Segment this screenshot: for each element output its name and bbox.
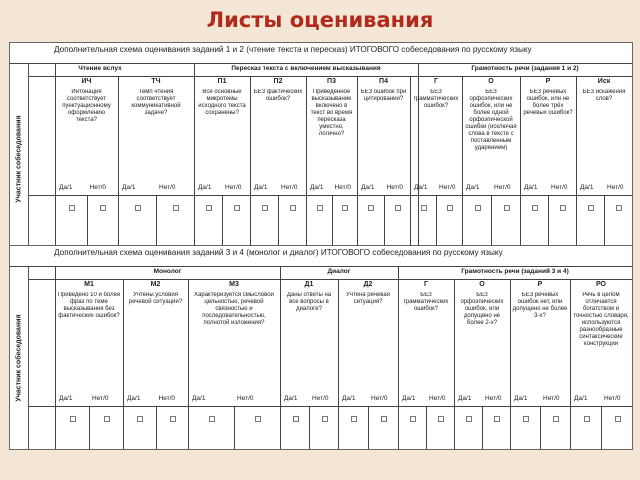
criterion-text: БЕЗ орфоэпических ошибок, или допущено не более 2-х?	[460, 292, 504, 326]
no-label: Нет/0	[543, 395, 560, 402]
criterion-text: Даны ответы на все вопросы в диалоге?	[286, 292, 332, 312]
grid-line	[55, 63, 56, 254]
answer-yes-checkbox[interactable]	[410, 416, 416, 422]
grid-line	[398, 266, 399, 449]
answer-yes-checkbox[interactable]	[135, 205, 141, 211]
grid-line	[188, 279, 189, 449]
answer-no-checkbox[interactable]	[615, 416, 621, 422]
no-label: Нет/0	[485, 395, 502, 402]
criterion-code: М1	[84, 281, 94, 288]
no-label: Нет/0	[551, 184, 568, 191]
answer-no-checkbox[interactable]	[104, 416, 110, 422]
no-label: Нет/0	[607, 184, 624, 191]
yes-label: Да/1	[127, 395, 141, 402]
criterion-code: П3	[327, 78, 336, 85]
answer-yes-checkbox[interactable]	[69, 205, 75, 211]
criterion-code: Р	[537, 281, 543, 288]
no-label: Нет/0	[237, 395, 254, 402]
no-label: Нет/0	[386, 184, 403, 191]
grid-line	[55, 266, 56, 449]
grid-line	[28, 279, 632, 280]
assessment-sheet-1	[9, 42, 633, 255]
criterion-code: Д1	[304, 281, 314, 288]
no-label: Нет/0	[281, 184, 298, 191]
participant-label: Участник собеседования	[15, 313, 23, 402]
yes-label: Да/1	[458, 395, 472, 402]
grid-line	[462, 76, 463, 254]
answer-no-checkbox[interactable]	[504, 205, 510, 211]
grid-line	[28, 406, 632, 407]
answer-no-checkbox[interactable]	[255, 416, 261, 422]
participant-column	[10, 266, 29, 449]
answer-no-checkbox[interactable]	[395, 205, 401, 211]
criterion-text: БЕЗ речевых ошибок нет, или допущено не более 3-х?	[512, 292, 568, 319]
criterion-code: М3	[229, 281, 239, 288]
grid-line	[357, 76, 358, 254]
answer-no-checkbox[interactable]	[100, 205, 106, 211]
criterion-text: Темп чтения соответствует коммуникативной задаче?	[131, 89, 181, 116]
criterion-text: БЕЗ грамматических ошибок?	[403, 292, 449, 312]
grid-line	[454, 279, 455, 449]
criterion-text: Приведено 10 и более фраз по теме высказывания без фактических ошибок?	[57, 292, 121, 319]
grid-line	[234, 406, 235, 449]
criterion-text: Интонация соответствует пунктуационному оформлению текста?	[62, 89, 111, 123]
yes-label: Да/1	[574, 395, 588, 402]
no-label: Нет/0	[158, 395, 175, 402]
grid-line	[576, 76, 577, 254]
grid-line	[156, 406, 157, 449]
criterion-text: БЕЗ грамматических ошибок?	[413, 89, 459, 109]
criterion-code: РО	[595, 281, 607, 288]
grid-line	[118, 76, 119, 254]
criterion-text: Все основные микротемы исходного текста сохранены?	[198, 89, 246, 116]
criterion-code: Г	[434, 78, 438, 85]
no-label: Нет/0	[312, 395, 329, 402]
answer-yes-checkbox[interactable]	[70, 416, 76, 422]
criterion-text: БЕЗ речевых ошибок, или не более трёх речевых ошибок?	[523, 89, 573, 116]
yes-label: Да/1	[284, 395, 298, 402]
answer-no-checkbox[interactable]	[553, 416, 559, 422]
criterion-code: Д2	[363, 281, 373, 288]
answer-no-checkbox[interactable]	[560, 205, 566, 211]
grid-line	[194, 63, 195, 254]
criterion-text: БЕЗ искажения слов?	[582, 89, 626, 102]
no-label: Нет/0	[604, 395, 621, 402]
grid-line	[482, 406, 483, 449]
yes-label: Да/1	[254, 184, 268, 191]
answer-yes-checkbox[interactable]	[421, 205, 427, 211]
yes-label: Да/1	[580, 184, 594, 191]
answer-no-checkbox[interactable]	[290, 205, 296, 211]
grid-line	[250, 76, 251, 254]
grid-line	[280, 266, 281, 449]
answer-no-checkbox[interactable]	[616, 205, 622, 211]
answer-no-checkbox[interactable]	[342, 205, 348, 211]
yes-label: Да/1	[514, 395, 528, 402]
answer-no-checkbox[interactable]	[170, 416, 176, 422]
sheet-caption: Дополнительная схема оценивания заданий 3 и 4 (монолог и диалог) ИТОГОВОГО собеседования по русскому языку	[54, 248, 503, 257]
group-header: Пересказ текста с включением высказывания	[231, 65, 381, 72]
answer-yes-checkbox[interactable]	[523, 416, 529, 422]
grid-line	[510, 279, 511, 449]
answer-yes-checkbox[interactable]	[368, 205, 374, 211]
sheet-caption: Дополнительная схема оценивания заданий 1 и 2 (чтение текста и пересказ) ИТОГОВОГО собеседования по русскому языку	[54, 45, 532, 54]
yes-label: Да/1	[198, 184, 212, 191]
criterion-code: М2	[150, 281, 161, 288]
criterion-text: БЕЗ фактических ошибок?	[253, 89, 303, 102]
criterion-text: БЕЗ орфоэпических ошибок, или не более одной орфоэпической ошибки (исключая слова в тексте с поставленным ударением)	[465, 89, 517, 151]
no-label: Нет/0	[159, 184, 176, 191]
answer-yes-checkbox[interactable]	[262, 205, 268, 211]
criterion-text: Учтена речевая ситуация?	[346, 292, 390, 305]
group-header: Грамотность речи (задания 1 и 2)	[471, 65, 579, 72]
assessment-sheet-2	[9, 245, 633, 450]
no-label: Нет/0	[494, 184, 511, 191]
answer-yes-checkbox[interactable]	[466, 416, 472, 422]
answer-no-checkbox[interactable]	[234, 205, 240, 211]
yes-label: Да/1	[524, 184, 538, 191]
yes-label: Да/1	[192, 395, 206, 402]
answer-yes-checkbox[interactable]	[137, 416, 143, 422]
answer-yes-checkbox[interactable]	[532, 205, 538, 211]
yes-label: Да/1	[466, 184, 480, 191]
answer-no-checkbox[interactable]	[438, 416, 444, 422]
criterion-code: Р	[545, 78, 551, 85]
criterion-code: ИЧ	[81, 78, 92, 85]
criterion-code: О	[488, 78, 494, 85]
participant-label: Участник собеседования	[15, 114, 23, 203]
answer-yes-checkbox[interactable]	[317, 205, 323, 211]
answer-no-checkbox[interactable]	[381, 416, 387, 422]
grid-line	[338, 279, 339, 449]
answer-no-checkbox[interactable]	[494, 416, 500, 422]
group-header: Монолог	[153, 268, 182, 275]
criterion-code: О	[479, 281, 485, 288]
grid-line	[10, 266, 632, 267]
grid-line	[570, 279, 571, 449]
grid-line	[123, 279, 124, 449]
criterion-text: Речь в целом отличается богатством и точностью словаря, используются разнообразные синтаксические конструкции	[573, 292, 629, 347]
criterion-code: П4	[379, 78, 388, 85]
criterion-text: Приведённое высказывание включено в текст во время пересказа уместно, логично?	[310, 89, 353, 137]
criterion-code: ТЧ	[151, 78, 161, 85]
grid-line	[10, 63, 632, 64]
grid-line	[309, 406, 310, 449]
yes-label: Да/1	[310, 184, 324, 191]
answer-yes-checkbox[interactable]	[584, 416, 590, 422]
answer-yes-checkbox[interactable]	[588, 205, 594, 211]
no-label: Нет/0	[89, 184, 106, 191]
grid-line	[306, 76, 307, 254]
no-label: Нет/0	[439, 184, 456, 191]
answer-yes-checkbox[interactable]	[475, 205, 481, 211]
group-header: Чтение вслух	[78, 65, 122, 72]
group-header: Диалог	[327, 268, 351, 275]
criterion-code: П2	[273, 78, 283, 85]
grid-line	[410, 76, 411, 254]
grid-line	[520, 76, 521, 254]
criterion-text: Характеризуется смысловой цельностью, речевой связностью и последовательностью, полнотой изложения?	[194, 292, 274, 326]
yes-label: Да/1	[122, 184, 136, 191]
grid-line	[426, 406, 427, 449]
criterion-code: П1	[217, 78, 227, 85]
answer-yes-checkbox[interactable]	[351, 416, 357, 422]
grid-line	[89, 406, 90, 449]
yes-label: Да/1	[361, 184, 375, 191]
criterion-text: Учтены условия речевой ситуации?	[128, 292, 183, 305]
no-label: Нет/0	[92, 395, 109, 402]
answer-no-checkbox[interactable]	[447, 205, 453, 211]
no-label: Нет/0	[371, 395, 388, 402]
yes-label: Да/1	[402, 395, 416, 402]
group-header: Грамотность речи (заданий 3 и 4)	[461, 268, 569, 275]
no-label: Нет/0	[225, 184, 242, 191]
answer-no-checkbox[interactable]	[173, 205, 179, 211]
criterion-code: Иск	[597, 78, 611, 85]
no-label: Нет/0	[334, 184, 351, 191]
page-title: Листы оценивания	[206, 8, 434, 32]
no-label: Нет/0	[429, 395, 446, 402]
grid-line	[368, 406, 369, 449]
yes-label: Да/1	[59, 395, 73, 402]
answer-yes-checkbox[interactable]	[209, 416, 215, 422]
grid-line	[601, 406, 602, 449]
answer-no-checkbox[interactable]	[322, 416, 328, 422]
answer-yes-checkbox[interactable]	[293, 416, 299, 422]
criterion-code: Г	[424, 281, 428, 288]
answer-yes-checkbox[interactable]	[206, 205, 212, 211]
grid-line	[540, 406, 541, 449]
yes-label: Да/1	[59, 184, 73, 191]
criterion-text: БЕЗ ошибок при цитировании?	[360, 89, 407, 102]
participant-column	[10, 63, 29, 254]
yes-label: Да/1	[414, 184, 428, 191]
yes-label: Да/1	[342, 395, 356, 402]
